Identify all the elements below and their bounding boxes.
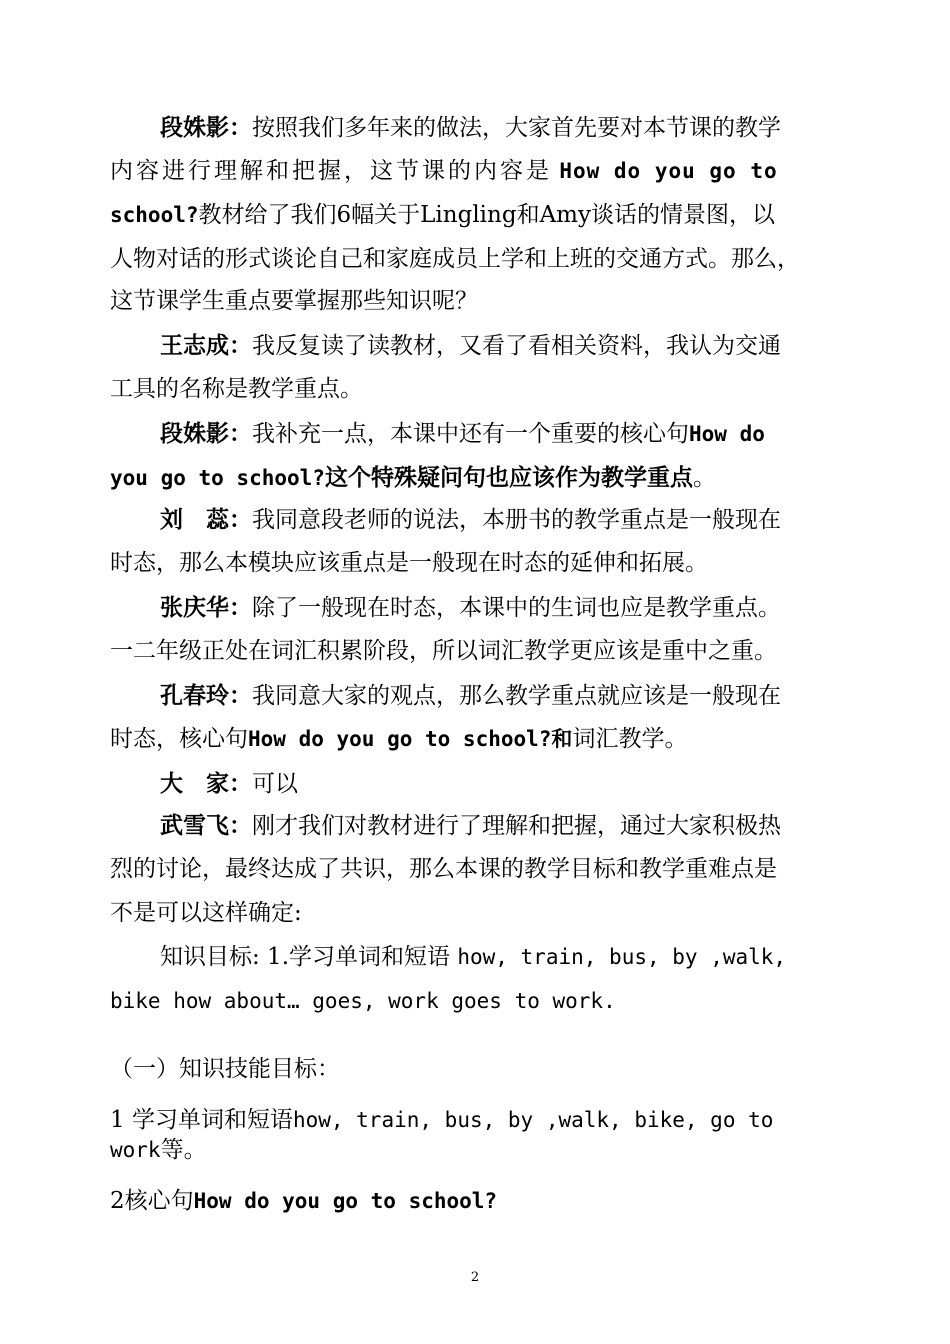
paragraph-line [110, 150, 845, 193]
paragraph-line [160, 804, 845, 847]
paragraph-line [110, 718, 845, 761]
dialogue-text: 一二年级正处在词汇积累阶段，所以词汇教学更应该是重中之重。 [110, 638, 777, 664]
emphasis-text: 这个特殊疑问句也应该作为教学重点 [324, 464, 693, 491]
paragraph-line [110, 368, 845, 411]
english-phrase: bike how about… goes, work goes to work. [110, 989, 616, 1013]
english-phrase: work [110, 1138, 161, 1162]
speaker-name: 武雪飞： [160, 812, 252, 839]
page-number: 2 [470, 1270, 480, 1285]
english-phrase: How do you go to [559, 159, 778, 183]
paragraph-line [110, 848, 845, 891]
paragraph-line [110, 280, 845, 323]
dialogue-text: 除了一般现在时态，本课中的生词也应是教学重点。 [252, 595, 781, 621]
dialogue-text: 工具的名称是教学重点。 [110, 376, 363, 402]
dialogue-text: 不是可以这样确定: [110, 900, 302, 926]
dialogue-text: 可以 [252, 771, 298, 797]
list-text: 2核心句 [110, 1188, 194, 1214]
list-text: 等。 [160, 1137, 207, 1163]
english-phrase: how, train, bus, by ,walk, [457, 945, 787, 969]
paragraph-line [110, 980, 845, 1023]
dialogue-text: 词汇教学。 [572, 726, 688, 752]
paragraph-line [160, 936, 845, 979]
dialogue-text: 人物对话的形式谈论自己和家庭成员上学和上班的交通方式。那么， [110, 246, 800, 272]
paragraph-line [110, 630, 845, 673]
speaker-name: 孔春玲： [160, 682, 252, 709]
paragraph-line [160, 762, 845, 805]
dialogue-text: 。 [692, 465, 716, 491]
dialogue-text: 时态，核心句 [110, 726, 248, 752]
dialogue-text: 知识目标: 1.学习单词和短语 [160, 944, 451, 970]
speaker-name: 王志成： [160, 332, 252, 359]
paragraph-line [160, 586, 845, 629]
paragraph-line [110, 238, 845, 281]
english-phrase: how, train, bus, by ,walk, bike, go to [292, 1108, 774, 1132]
dialogue-text: 教材给了我们6幅关于Lingling和Amy谈话的情景图，以 [198, 202, 775, 228]
paragraph-line [110, 456, 845, 499]
english-phrase: How do you go to school? [193, 1189, 498, 1213]
paragraph-line [160, 412, 845, 455]
paragraph-line [160, 106, 845, 149]
speaker-name: 大 家： [160, 770, 252, 797]
dialogue-text: 内容进行理解和把握，这节课的内容是 [110, 158, 552, 184]
dialogue-text: 时态，那么本模块应该重点是一般现在时态的延伸和拓展。 [110, 550, 708, 576]
dialogue-text: 我同意段老师的说法，本册书的教学重点是一般现在 [252, 507, 781, 533]
english-phrase: How do you go to school?和 [248, 727, 573, 751]
dialogue-text: 烈的讨论，最终达成了共识，那么本课的教学目标和教学重难点是 [110, 856, 777, 882]
list-text: 1 学习单词和短语 [110, 1107, 293, 1133]
paragraph-line [110, 1130, 845, 1173]
dialogue-text: 我同意大家的观点，那么教学重点就应该是一般现在 [252, 683, 781, 709]
paragraph-line [110, 1180, 845, 1223]
speaker-name: 段姝影： [160, 420, 252, 447]
dialogue-text: 我补充一点，本课中还有一个重要的核心句 [252, 421, 689, 447]
section-heading [110, 1048, 845, 1091]
heading-text: （一）知识技能目标： [110, 1056, 340, 1082]
dialogue-text: 刚才我们对教材进行了理解和把握，通过大家积极热 [252, 813, 781, 839]
paragraph-line [160, 324, 845, 367]
english-phrase: How do [689, 422, 765, 446]
dialogue-text: 我反复读了读教材，又看了看相关资料，我认为交通 [252, 333, 781, 359]
paragraph-line [110, 892, 845, 935]
paragraph-line [160, 674, 845, 717]
paragraph-line [110, 542, 845, 585]
speaker-name: 刘 蕊： [160, 506, 252, 533]
english-phrase: school? [110, 203, 199, 227]
speaker-name: 张庆华： [160, 594, 252, 621]
paragraph-line [110, 194, 845, 237]
paragraph-line [160, 498, 845, 541]
english-phrase: you go to school? [110, 466, 325, 490]
speaker-name: 段姝影： [160, 114, 252, 141]
dialogue-text: 按照我们多年来的做法，大家首先要对本节课的教学 [252, 115, 781, 141]
dialogue-text: 这节课学生重点要掌握那些知识呢？ [110, 288, 478, 314]
